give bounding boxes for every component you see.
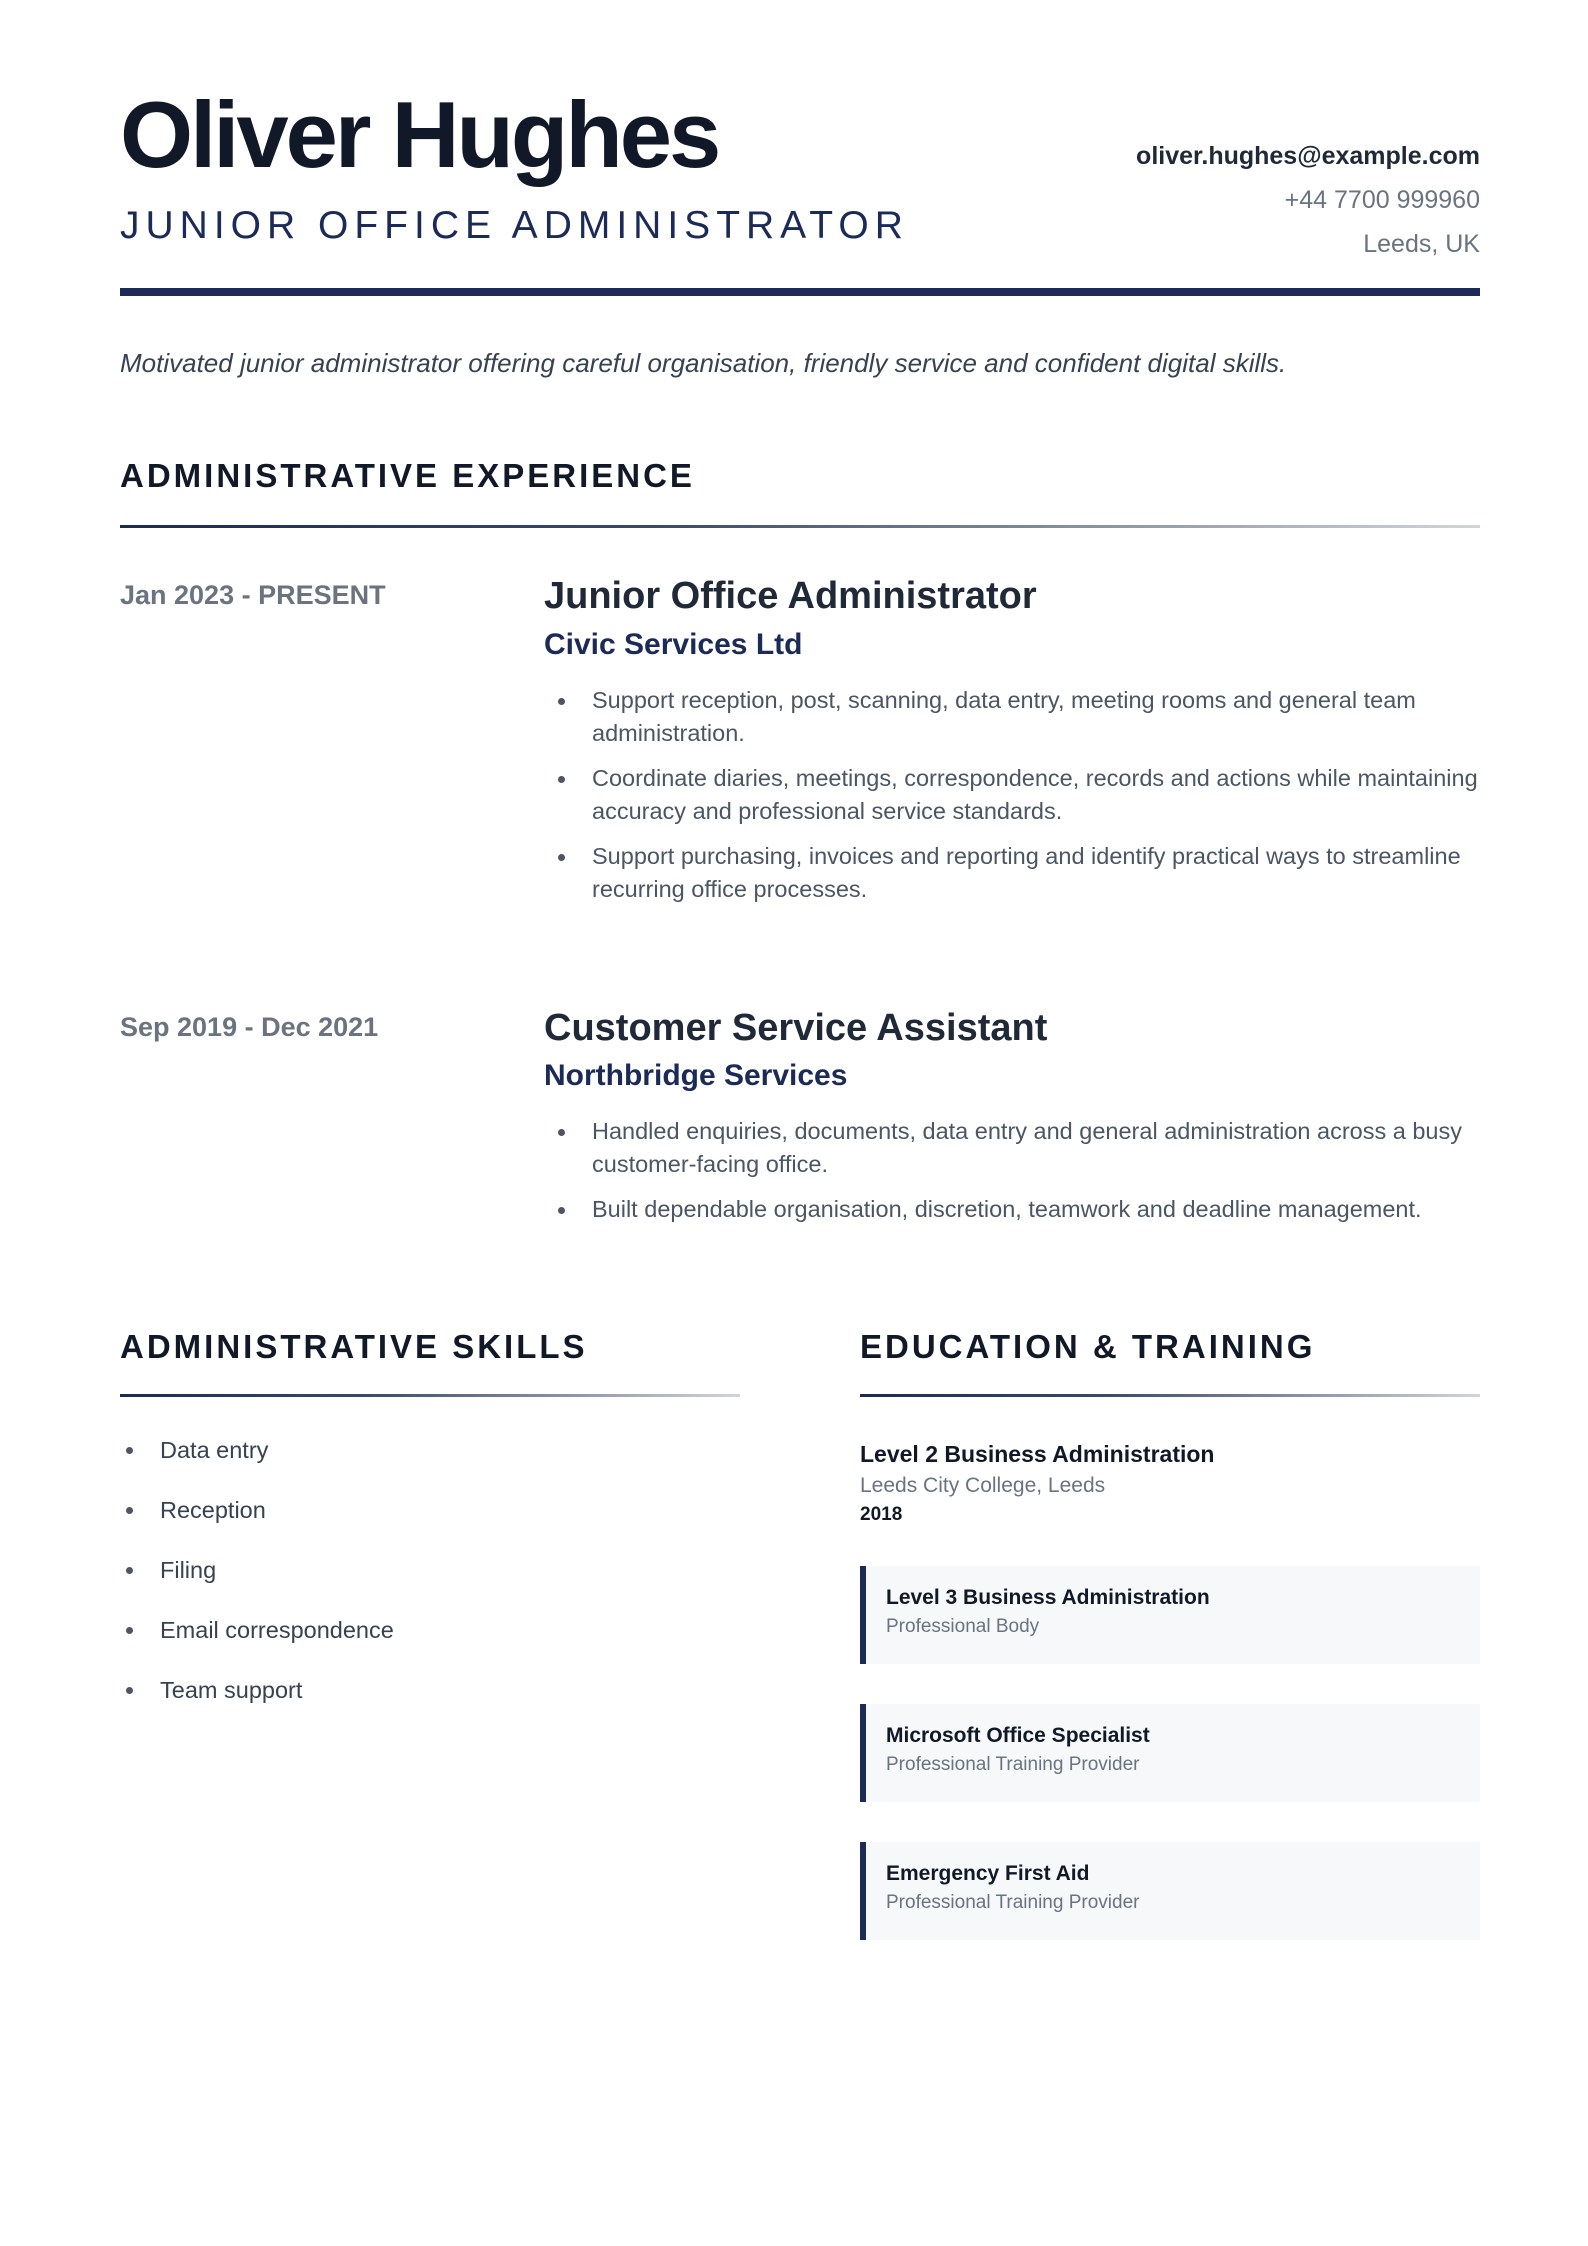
skill-item: Team support — [120, 1675, 740, 1705]
job-entry — [120, 574, 1480, 918]
job-company: Northbridge Services — [544, 1059, 848, 1093]
certification-card — [860, 1566, 1480, 1664]
profile-summary: Motivated junior administrator offering careful organisation, friendly service and confident digital skills. — [120, 348, 1287, 378]
job-bullet: Handled enquiries, documents, data entry and general administration across a busy customer-facing office. — [544, 1115, 1480, 1181]
certification-title: Emergency First Aid — [886, 1862, 1090, 1886]
job-date: Sep 2019 - Dec 2021 — [120, 1011, 379, 1042]
bottom-columns — [120, 1328, 1480, 1940]
job-title: Junior Office Administrator — [544, 575, 1037, 617]
skills-list — [120, 1435, 740, 1705]
job-bullets — [544, 1115, 1480, 1226]
skill-item: Email correspondence — [120, 1615, 740, 1645]
skills-section — [120, 1328, 740, 1940]
education-entry — [860, 1441, 1480, 1526]
experience-section — [120, 457, 1480, 1238]
certification-card — [860, 1842, 1480, 1940]
skill-item: Filing — [120, 1555, 740, 1585]
job-bullet: Support reception, post, scanning, data entry, meeting rooms and general team administration. — [544, 684, 1480, 750]
education-heading: EDUCATION & TRAINING — [860, 1328, 1316, 1366]
education-year: 2018 — [860, 1504, 903, 1526]
job-bullets — [544, 684, 1480, 906]
certification-title: Level 3 Business Administration — [886, 1586, 1210, 1610]
certification-provider: Professional Training Provider — [886, 1754, 1140, 1776]
contact-block — [1136, 134, 1480, 266]
job-date: Jan 2023 - PRESENT — [120, 580, 386, 610]
header-divider — [120, 288, 1480, 296]
education-institution: Leeds City College, Leeds — [860, 1474, 1106, 1498]
candidate-role: JUNIOR OFFICE ADMINISTRATOR — [120, 204, 909, 247]
experience-heading: ADMINISTRATIVE EXPERIENCE — [120, 457, 695, 494]
certification-title: Microsoft Office Specialist — [886, 1724, 1150, 1748]
contact-phone: +44 7700 999960 — [1284, 186, 1480, 214]
job-bullet: Support purchasing, invoices and reporting and identify practical ways to streamline recurring office processes. — [544, 840, 1480, 906]
education-section — [860, 1328, 1480, 1940]
job-entry — [120, 1006, 1480, 1239]
skill-item: Reception — [120, 1495, 740, 1525]
contact-location: Leeds, UK — [1363, 230, 1480, 258]
job-company: Civic Services Ltd — [544, 627, 803, 661]
education-divider — [860, 1394, 1480, 1397]
job-bullet: Coordinate diaries, meetings, correspondence, records and actions while maintaining accuracy and professional service standards. — [544, 762, 1480, 828]
candidate-name: Oliver Hughes — [120, 82, 719, 187]
contact-email[interactable]: oliver.hughes@example.com — [1136, 142, 1480, 170]
skills-divider — [120, 1394, 740, 1397]
certification-provider: Professional Training Provider — [886, 1892, 1140, 1914]
skill-item: Data entry — [120, 1435, 740, 1465]
certification-provider: Professional Body — [886, 1616, 1040, 1638]
job-bullet: Built dependable organisation, discretion, teamwork and deadline management. — [544, 1193, 1480, 1226]
job-details — [544, 574, 1480, 918]
skills-heading: ADMINISTRATIVE SKILLS — [120, 1328, 588, 1366]
certification-card — [860, 1704, 1480, 1802]
education-title: Level 2 Business Administration — [860, 1441, 1215, 1468]
resume-header — [120, 0, 1480, 300]
job-title: Customer Service Assistant — [544, 1006, 1048, 1049]
experience-divider — [120, 525, 1480, 528]
job-details — [544, 1006, 1480, 1239]
